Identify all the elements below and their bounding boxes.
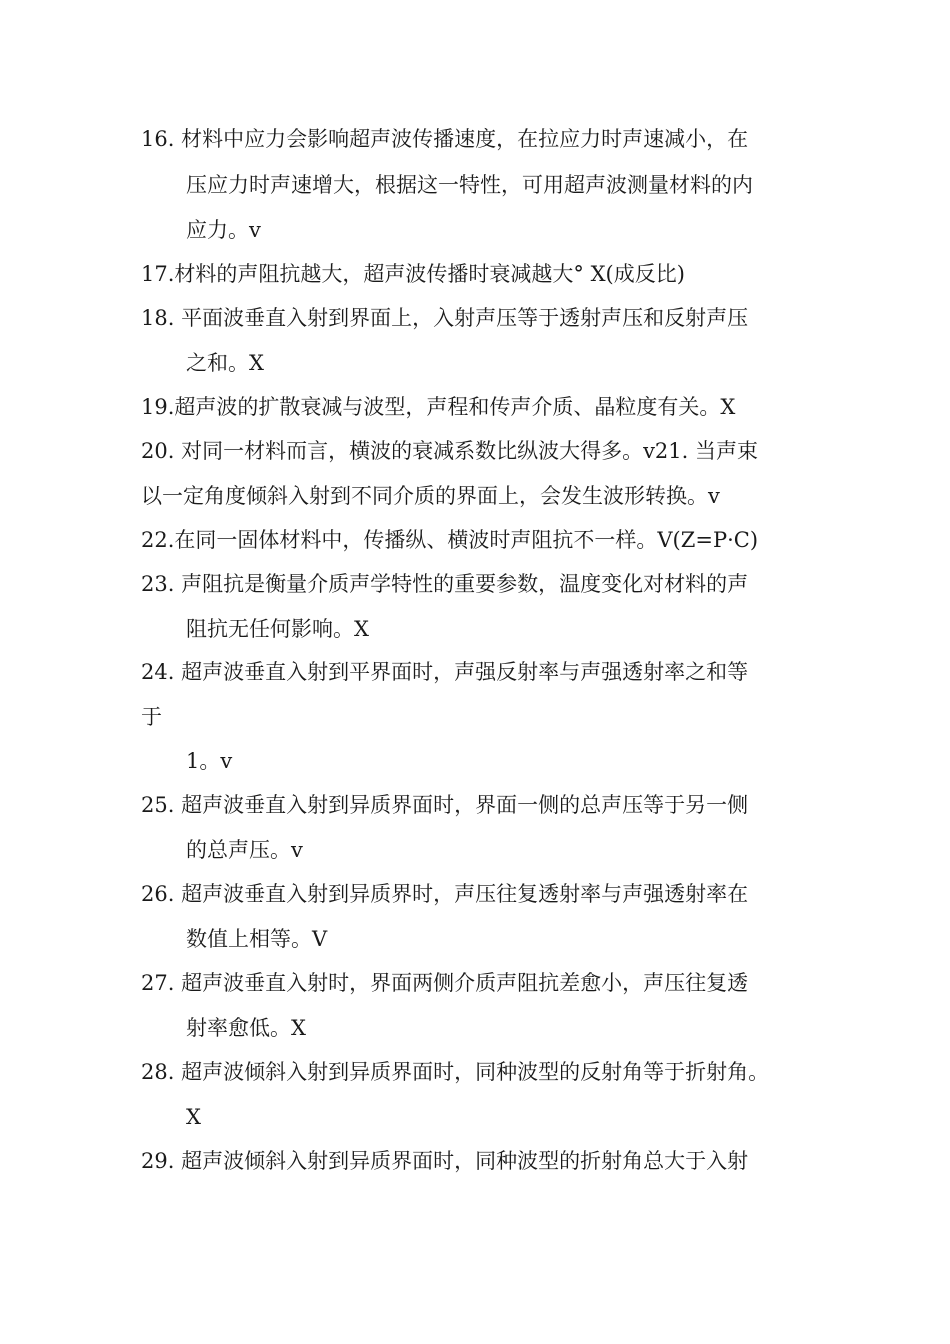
text-line: 以一定角度倾斜入射到不同介质的界面上，会发生波形转换。v [141, 484, 720, 508]
text-line: 18. 平面波垂直入射到界面上，入射声压等于透射声压和反射声压 [141, 306, 749, 330]
text-line: 的总声压。v [186, 838, 303, 862]
text-line: 29. 超声波倾斜入射到异质界面时，同种波型的折射角总大于入射 [141, 1149, 749, 1173]
text-line: 20. 对同一材料而言，横波的衰减系数比纵波大得多。v21. 当声束 [141, 439, 759, 463]
text-line: 于 [141, 705, 162, 729]
text-line: 应力。v [186, 218, 261, 242]
text-line: 阻抗无任何影响。X [186, 617, 369, 641]
text-line: 22.在同一固体材料中，传播纵、横波时声阻抗不一样。V(Z=P·C) [141, 528, 759, 552]
text-line: 25. 超声波垂直入射到异质界面时，界面一侧的总声压等于另一侧 [141, 793, 749, 817]
text-line: 1。v [186, 749, 233, 773]
text-line: 压应力时声速增大，根据这一特性，可用超声波测量材料的内 [186, 173, 753, 197]
text-line: 数值上相等。V [186, 927, 328, 951]
text-line: 26. 超声波垂直入射到异质界时，声压往复透射率与声强透射率在 [141, 882, 749, 906]
text-line: 射率愈低。X [186, 1016, 306, 1040]
text-line: 之和。X [186, 351, 264, 375]
text-line: 16. 材料中应力会影响超声波传播速度，在拉应力时声速减小，在 [141, 127, 749, 151]
text-line: 17.材料的声阻抗越大，超声波传播时衰减越大° X(成反比) [141, 262, 685, 286]
text-line: 28. 超声波倾斜入射到异质界面时，同种波型的反射角等于折射角。 [141, 1060, 770, 1084]
text-line: X [186, 1105, 201, 1129]
text-line: 19.超声波的扩散衰减与波型，声程和传声介质、晶粒度有关。X [141, 395, 736, 419]
text-line: 27. 超声波垂直入射时，界面两侧介质声阻抗差愈小，声压往复透 [141, 971, 749, 995]
text-line: 24. 超声波垂直入射到平界面时，声强反射率与声强透射率之和等 [141, 660, 749, 684]
text-line: 23. 声阻抗是衡量介质声学特性的重要参数，温度变化对材料的声 [141, 572, 749, 596]
